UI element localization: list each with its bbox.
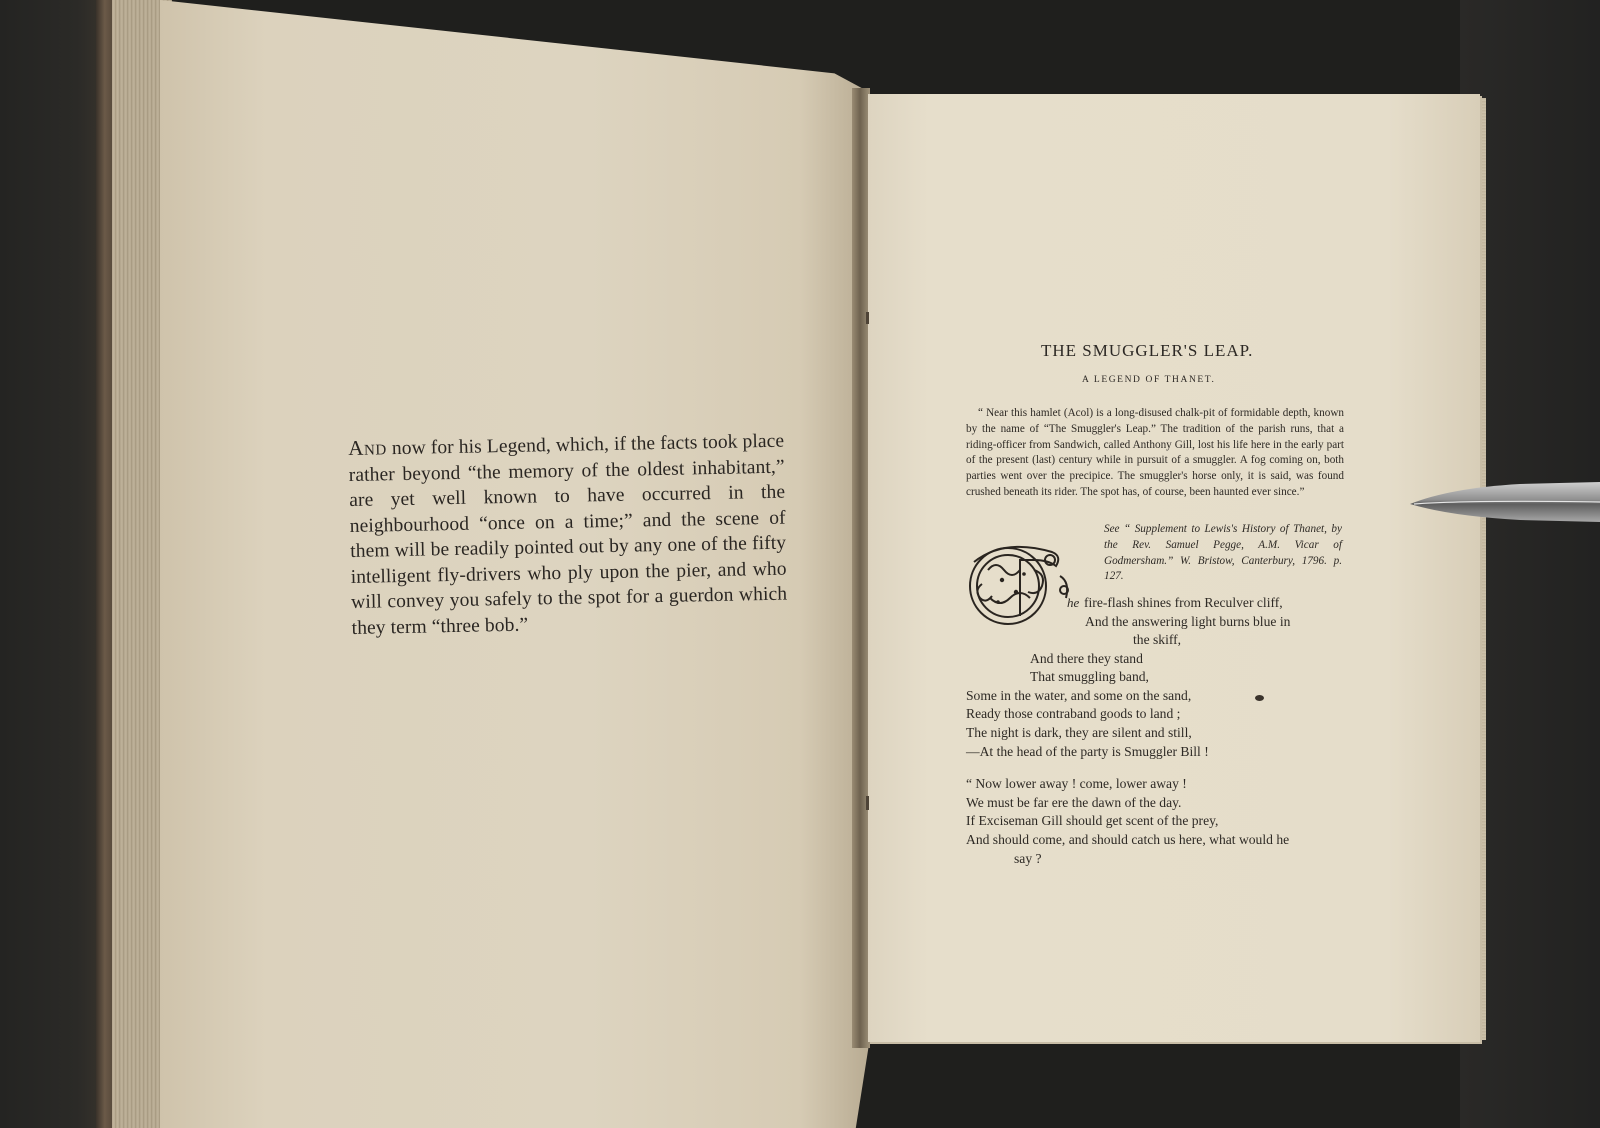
epigraph-citation: See “ Supplement to Lewis's History of Thanet, by the Rev. Samuel Pegge, A.M. Vicar of Godmersham.” W. Bristow, Canterbury, 1796. p. 127. (1104, 523, 1342, 583)
ink-spot (1255, 695, 1264, 701)
verse-line: And should come, and should catch us here, what would he (966, 832, 1290, 847)
dropcap-suffix: he (1067, 595, 1080, 610)
verse-line: Some in the water, and some on the sand, (966, 688, 1192, 703)
background-left (0, 0, 110, 1128)
poem-subtitle: A LEGEND OF THANET. (1082, 375, 1216, 385)
verse-line: “ Now lower away ! come, lower away ! (966, 776, 1187, 791)
left-page-paragraph (348, 428, 788, 641)
gutter-mark (866, 796, 869, 810)
verse-line: That smuggling band, (1030, 669, 1149, 684)
verse-line: Ready those contraband goods to land ; (966, 706, 1181, 721)
paragraph-body: now for his Legend, which, if the facts took place rather beyond “the memory of the oldest inhabitant,” are yet well known to have occurred in the neighbourhood “once on a time;” and the scene of them will be readily pointed out by any one of the fifty intelligent fly-drivers who ply upon the pier, and who will convey you safely to the spot for a guerdon which they term “three bob.” (348, 430, 788, 639)
verse-line: the skiff, (1133, 632, 1182, 647)
verse-line: And there they stand (1030, 651, 1143, 666)
epigraph-quote: “ Near this hamlet (Acol) is a long-disused chalk-pit of formidable depth, known by the name of “The Smuggler's Leap.” The tradition of the parish runs, that a riding-officer from Sandwich, called Anthony Gill, lost his life here in the early part of the present (last) century while in pursuit of a smuggler. A fog coming on, both parties went over the precipice. The smuggler's horse only, it is said, was found crushed beneath its rider. The spot has, of course, been haunted ever since.” (966, 407, 1344, 498)
verse-line: say ? (1014, 851, 1042, 866)
verse-line: The night is dark, they are silent and still, (966, 725, 1192, 740)
knife-blade-icon (1410, 476, 1600, 532)
dropcap-ornament-icon (964, 540, 1082, 628)
decorated-dropcap (964, 540, 1082, 628)
gutter-mark (866, 312, 869, 324)
verse-line: If Exciseman Gill should get scent of the prey, (966, 813, 1219, 828)
verse-line: And the answering light burns blue in (1085, 614, 1291, 629)
verse-line: fire-flash shines from Reculver cliff, (1084, 595, 1283, 610)
lead-word: And (348, 435, 388, 460)
verse-line: We must be far ere the dawn of the day. (966, 795, 1182, 810)
verse-line: —At the head of the party is Smuggler Bill ! (966, 744, 1209, 759)
poem-title: THE SMUGGLER'S LEAP. (1041, 341, 1254, 360)
